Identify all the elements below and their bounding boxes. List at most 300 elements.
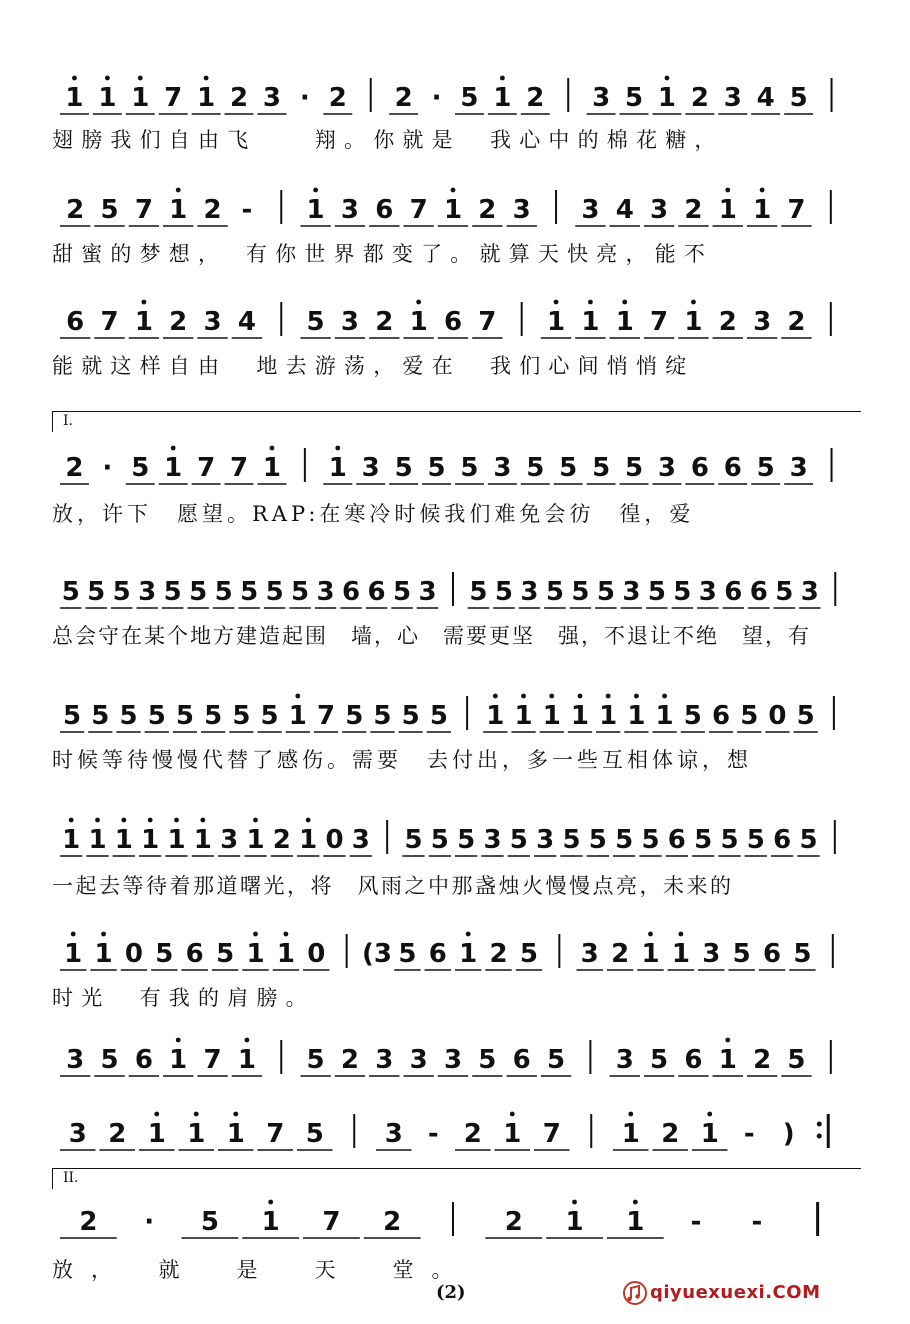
note: 1: [599, 701, 618, 731]
note: 1: [328, 453, 347, 483]
note: 2: [526, 83, 545, 113]
note: 5: [429, 701, 448, 731]
note: 1: [655, 701, 674, 731]
note: 3: [351, 825, 370, 855]
note: 2: [65, 453, 84, 483]
octave-dot: [148, 818, 153, 823]
note: 5: [155, 939, 174, 969]
jianpu-notes-8: [52, 930, 862, 974]
notation-line: [52, 816, 862, 860]
octave-dot: [270, 446, 275, 451]
note: 5: [100, 195, 119, 225]
lyrics-line: 翅膀我们自由飞 翔。你就是 我心中的棉花糖，: [52, 128, 724, 152]
lyrics-line: 放，许下 愿望。RAP:在寒冷时候我们难免会彷 徨，爱: [52, 502, 695, 526]
note: 2: [79, 1207, 98, 1237]
volta-bracket-2: [52, 1168, 861, 1189]
note: 5: [240, 577, 259, 607]
note: 5: [306, 307, 325, 337]
note: 7: [409, 195, 428, 225]
note: 2: [375, 307, 394, 337]
note: 6: [367, 577, 386, 607]
lyrics-line: 时候等待慢慢代替了感伤。需要 去付出，多一些互相体谅，想: [52, 748, 752, 772]
note: 5: [673, 577, 692, 607]
note: 1: [621, 1119, 640, 1149]
octave-dot: [648, 932, 653, 937]
note: 3: [622, 577, 641, 607]
note: 1: [164, 453, 183, 483]
note: 1: [581, 307, 600, 337]
note: 7: [650, 307, 669, 337]
note: 1: [88, 825, 107, 855]
octave-dot: [306, 818, 311, 823]
note: 1: [246, 939, 265, 969]
note: 6: [375, 195, 394, 225]
note: 5: [214, 577, 233, 607]
note: 3: [361, 453, 380, 483]
octave-dot: [510, 1112, 515, 1117]
note: 2: [753, 1045, 772, 1075]
note: 1: [134, 307, 153, 337]
note: 6: [749, 577, 768, 607]
octave-dot: [760, 188, 765, 193]
note: 6: [762, 939, 782, 969]
notation-line: [52, 186, 862, 230]
note: 5: [509, 825, 528, 855]
note: 5: [559, 453, 578, 483]
note: 3: [443, 1045, 463, 1075]
note: 5: [478, 1045, 497, 1075]
note: -: [427, 1119, 439, 1149]
jianpu-notes-10: [52, 1110, 862, 1154]
note: 3: [316, 577, 335, 607]
note: 5: [427, 453, 446, 483]
notation-line: [52, 1036, 862, 1080]
note: 2: [611, 939, 630, 969]
note: 3: [384, 1119, 403, 1149]
octave-dot: [554, 300, 559, 305]
note: 3: [698, 577, 717, 607]
note: 2: [718, 307, 737, 337]
jianpu-notes-5: [52, 568, 862, 612]
volta-label: I.: [63, 413, 73, 429]
octave-dot: [154, 1112, 159, 1117]
note: 3: [262, 83, 282, 113]
note: 5: [91, 701, 110, 731]
note: 1: [641, 939, 660, 969]
note: 1: [147, 1119, 166, 1149]
note: 1: [684, 307, 703, 337]
note: ): [782, 1119, 795, 1149]
octave-dot: [691, 300, 696, 305]
note: 3: [68, 1119, 87, 1149]
note: 1: [627, 701, 646, 731]
lyrics-line: 能就这样自由 地去游荡，爱在 我们心间悄悄绽: [52, 354, 695, 378]
note: 5: [799, 825, 818, 855]
note: 5: [571, 577, 590, 607]
note: 3: [409, 1045, 428, 1075]
octave-dot: [606, 694, 611, 699]
note: 5: [588, 825, 607, 855]
note: 5: [683, 701, 702, 731]
note: 3: [340, 307, 360, 337]
octave-dot: [707, 1112, 712, 1117]
note: ·: [102, 453, 113, 483]
notation-line: [52, 1110, 862, 1154]
note: 1: [542, 701, 561, 731]
note: 1: [718, 1045, 737, 1075]
note: 6: [512, 1045, 531, 1075]
octave-dot: [335, 446, 340, 451]
note: 7: [197, 453, 216, 483]
note: 5: [796, 701, 815, 731]
note: 5: [200, 1207, 219, 1237]
note: 1: [486, 701, 505, 731]
note: 1: [261, 1207, 280, 1237]
note: ·: [144, 1207, 155, 1237]
octave-dot: [268, 1200, 273, 1205]
note: 1: [306, 195, 325, 225]
note: 4: [756, 83, 775, 113]
note: 5: [650, 1045, 669, 1075]
note: 2: [229, 83, 249, 113]
note: 1: [131, 83, 150, 113]
note: 3: [581, 195, 600, 225]
note: 7: [134, 195, 153, 225]
note: 3: [592, 83, 611, 113]
note: 3: [138, 577, 157, 607]
note: 1: [193, 825, 212, 855]
notation-line: [52, 74, 862, 118]
note: 5: [430, 825, 449, 855]
octave-dot: [121, 818, 126, 823]
octave-dot: [176, 188, 181, 193]
note: 5: [392, 577, 412, 607]
note: 5: [460, 83, 479, 113]
note: 3: [340, 195, 360, 225]
note: 5: [394, 453, 413, 483]
octave-dot: [176, 1038, 181, 1043]
note: 1: [570, 701, 590, 731]
note: 5: [545, 577, 564, 607]
note: 5: [624, 453, 644, 483]
note: 3: [493, 453, 512, 483]
note: 2: [272, 825, 291, 855]
octave-dot: [725, 188, 730, 193]
octave-dot: [253, 932, 258, 937]
note: 1: [167, 825, 186, 855]
note: 1: [141, 825, 160, 855]
note: 3: [375, 1045, 394, 1075]
octave-dot: [200, 818, 205, 823]
note: 7: [164, 83, 183, 113]
note: 1: [459, 939, 478, 969]
note: 6: [66, 307, 85, 337]
note: 5: [789, 83, 808, 113]
jianpu-notes-6: [52, 692, 862, 736]
octave-dot: [451, 188, 456, 193]
note: 5: [647, 577, 666, 607]
note: 5: [216, 939, 235, 969]
note: 1: [546, 307, 566, 337]
note: 5: [61, 577, 80, 607]
note: 2: [328, 83, 347, 113]
octave-dot: [521, 694, 526, 699]
octave-dot: [101, 932, 106, 937]
note: 1: [700, 1119, 719, 1149]
note: 5: [147, 701, 166, 731]
octave-dot: [204, 76, 209, 81]
octave-dot: [633, 1200, 638, 1205]
octave-dot: [572, 1200, 577, 1205]
note: 1: [114, 825, 133, 855]
note: 5: [469, 577, 488, 607]
note: 1: [503, 1119, 522, 1149]
note: 2: [169, 307, 188, 337]
note: 1: [718, 195, 737, 225]
note: 6: [723, 453, 742, 483]
note: 7: [316, 701, 336, 731]
note: 1: [262, 453, 282, 483]
note: 6: [185, 939, 204, 969]
note: 5: [457, 825, 476, 855]
note: 3: [753, 307, 772, 337]
note: 0: [307, 939, 326, 969]
note: 5: [460, 453, 479, 483]
note: 7: [542, 1119, 561, 1149]
octave-dot: [141, 300, 146, 305]
note: 6: [711, 701, 731, 731]
note: 1: [98, 83, 117, 113]
note: 5: [740, 701, 759, 731]
notation-line: [52, 692, 862, 736]
octave-dot: [69, 818, 74, 823]
note: 5: [163, 577, 182, 607]
note: 6: [667, 825, 686, 855]
watermark-text: qiyuexuexi.COM: [650, 1282, 821, 1303]
note: 1: [565, 1207, 584, 1237]
octave-dot: [678, 932, 683, 937]
note: 2: [203, 195, 222, 225]
note: 6: [428, 939, 447, 969]
jianpu-notes-11: [52, 1198, 862, 1242]
note: 1: [443, 195, 463, 225]
note: 2: [787, 307, 806, 337]
note: 1: [657, 83, 677, 113]
note: 5: [562, 825, 581, 855]
octave-dot: [622, 300, 627, 305]
note: 3: [650, 195, 669, 225]
octave-dot: [628, 1112, 633, 1117]
note: 5: [87, 577, 106, 607]
note: ·: [431, 83, 442, 113]
note: 5: [189, 577, 208, 607]
note: 2: [504, 1207, 523, 1237]
note: 3: [66, 1045, 85, 1075]
note: 7: [478, 307, 497, 337]
jianpu-notes-2: [52, 186, 862, 230]
note: 1: [671, 939, 690, 969]
note: 3: [580, 939, 599, 969]
note: 1: [226, 1119, 245, 1149]
octave-dot: [578, 694, 583, 699]
jianpu-notes-1: [52, 74, 862, 118]
note: 5: [306, 1045, 325, 1075]
note: 3: [789, 453, 808, 483]
note: 1: [237, 1045, 256, 1075]
note: 5: [305, 1119, 324, 1149]
note: 3: [702, 939, 721, 969]
lyrics-line: 放， 就 是 天 堂。: [52, 1258, 471, 1282]
lyrics-line: 总会守在某个地方建造起围 墙，心 需要更坚 强，不退让不绝 望，有: [52, 624, 811, 648]
note: (3: [362, 939, 393, 969]
note: 6: [684, 1045, 703, 1075]
note: 5: [756, 453, 775, 483]
volta-label: II.: [63, 1170, 79, 1186]
note: 3: [203, 307, 222, 337]
note: 1: [64, 939, 83, 969]
note: 6: [690, 453, 709, 483]
note: 5: [398, 939, 417, 969]
note: 3: [615, 1045, 634, 1075]
page-number: (2): [436, 1282, 466, 1303]
octave-dot: [549, 694, 554, 699]
note: 5: [175, 701, 195, 731]
note: 5: [746, 825, 765, 855]
note: 2: [108, 1119, 127, 1149]
note: 3: [512, 195, 531, 225]
notation-line: [52, 930, 862, 974]
octave-dot: [725, 1038, 730, 1043]
octave-dot: [253, 818, 258, 823]
note: 2: [684, 195, 703, 225]
note: 1: [299, 825, 318, 855]
note: 6: [342, 577, 361, 607]
note: 2: [478, 195, 497, 225]
octave-dot: [493, 694, 498, 699]
octave-dot: [500, 76, 505, 81]
octave-dot: [138, 76, 143, 81]
watermark-logo-icon: [622, 1280, 648, 1306]
note: 3: [800, 577, 819, 607]
note: 4: [237, 307, 256, 337]
jianpu-notes-7: [52, 816, 862, 860]
note: 5: [546, 1045, 566, 1075]
note: 1: [409, 307, 428, 337]
octave-dot: [245, 1038, 250, 1043]
octave-dot: [466, 932, 471, 937]
octave-dot: [71, 932, 76, 937]
note: 0: [325, 825, 344, 855]
note: 1: [615, 307, 634, 337]
note: 1: [187, 1119, 206, 1149]
note: 7: [266, 1119, 285, 1149]
note: 0: [124, 939, 144, 969]
note: 3: [520, 577, 539, 607]
note: 5: [641, 825, 660, 855]
note: 5: [112, 577, 131, 607]
note: ·: [299, 83, 310, 113]
note: 1: [753, 195, 772, 225]
note: 1: [246, 825, 265, 855]
note: -: [690, 1207, 702, 1237]
lyrics-line: 一起去等待着那道曙光，将 风雨之中那盏烛火慢慢点亮，未来的: [52, 874, 734, 898]
notation-line: [52, 1198, 862, 1242]
note: 3: [723, 83, 742, 113]
note: 3: [483, 825, 502, 855]
octave-dot: [588, 300, 593, 305]
note: 7: [203, 1045, 222, 1075]
note: 5: [119, 701, 138, 731]
note: 2: [340, 1045, 360, 1075]
notation-line: [52, 444, 862, 488]
octave-dot: [174, 818, 179, 823]
note: 5: [720, 825, 739, 855]
note: 2: [394, 83, 413, 113]
note: 5: [373, 701, 392, 731]
note: 5: [624, 83, 644, 113]
note: 5: [131, 453, 150, 483]
note: 5: [519, 939, 539, 969]
note: 1: [493, 83, 512, 113]
note: 2: [463, 1119, 482, 1149]
octave-dot: [416, 300, 421, 305]
notation-line: [52, 568, 862, 612]
note: -: [241, 195, 253, 225]
note: 7: [229, 453, 249, 483]
note: 6: [724, 577, 743, 607]
note: 6: [134, 1045, 153, 1075]
note: 2: [383, 1207, 402, 1237]
note: 5: [615, 825, 634, 855]
jianpu-notes-9: [52, 1036, 862, 1080]
note: 6: [443, 307, 463, 337]
jianpu-notes-4: [52, 444, 862, 488]
volta-bracket-1: [52, 411, 861, 432]
octave-dot: [313, 188, 318, 193]
note: 2: [66, 195, 85, 225]
note: 5: [260, 701, 279, 731]
note: 5: [526, 453, 545, 483]
octave-dot: [665, 76, 670, 81]
note: 5: [232, 701, 251, 731]
octave-dot: [662, 694, 667, 699]
note: 5: [793, 939, 812, 969]
note: 5: [401, 701, 420, 731]
octave-dot: [233, 1112, 238, 1117]
note: 2: [690, 83, 709, 113]
octave-dot: [194, 1112, 199, 1117]
note: 1: [65, 83, 84, 113]
note: -: [743, 1119, 755, 1149]
note: 6: [773, 825, 792, 855]
note: 3: [657, 453, 677, 483]
note: 1: [514, 701, 533, 731]
note: 5: [694, 825, 713, 855]
note: 1: [276, 939, 295, 969]
repeat-dot: [817, 1134, 822, 1139]
octave-dot: [295, 694, 300, 699]
note: 1: [197, 83, 216, 113]
lyrics-line: 时光 有我的肩膀。: [52, 986, 315, 1010]
note: 3: [220, 825, 239, 855]
note: 1: [94, 939, 113, 969]
octave-dot: [634, 694, 639, 699]
note: 1: [62, 825, 81, 855]
note: 3: [536, 825, 555, 855]
note: 7: [322, 1207, 341, 1237]
note: 5: [345, 701, 364, 731]
note: -: [751, 1207, 763, 1237]
